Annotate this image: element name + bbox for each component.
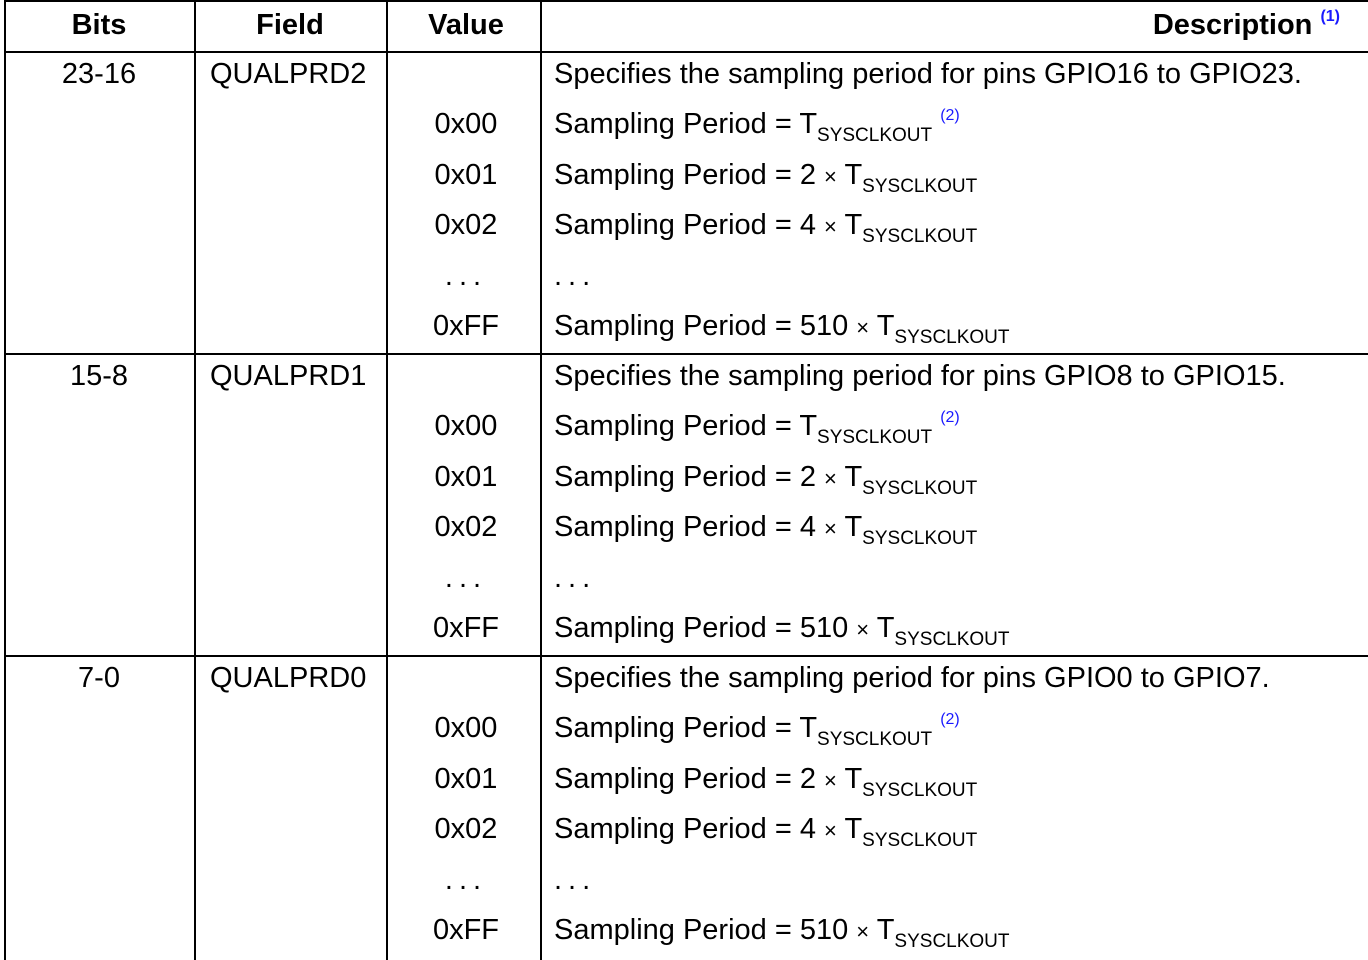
value-cell: ... (444, 863, 488, 896)
value-cell: 0xFF (432, 310, 500, 342)
header-field: Field (256, 9, 324, 41)
description-prefix: ... (554, 561, 597, 594)
multiplier: 510 (799, 914, 849, 946)
period-subscript: SYSCLKOUT (817, 729, 933, 751)
row-divider (4, 353, 1368, 355)
times-symbol: × (824, 465, 837, 491)
description-prefix: Sampling Period = (554, 108, 800, 141)
value-cell: 0x01 (434, 158, 498, 191)
register-field-table (4, 0, 1368, 960)
period-subscript: SYSCLKOUT (862, 830, 978, 852)
multiplier: 4 (799, 813, 816, 846)
period-symbol: T (799, 410, 818, 443)
multiplier: 2 (799, 158, 816, 191)
description-prefix: Sampling Period = (554, 914, 800, 946)
period-subscript: SYSCLKOUT (862, 528, 978, 550)
description-entry (554, 158, 977, 196)
description-prefix: Sampling Period = (554, 813, 800, 846)
description-entry (554, 762, 977, 800)
times-symbol: × (824, 163, 837, 189)
table-border-top (4, 0, 1368, 2)
period-subscript: SYSCLKOUT (817, 125, 933, 147)
description-entry (554, 460, 977, 498)
times-symbol: × (856, 617, 870, 642)
value-cell: 0x02 (434, 209, 498, 242)
description-entry (554, 913, 1010, 951)
period-subscript: SYSCLKOUT (862, 779, 978, 801)
value-cell: 0x02 (434, 511, 498, 544)
description-prefix: Sampling Period = (554, 612, 800, 644)
description-entry (554, 561, 596, 595)
period-subscript: SYSCLKOUT (862, 477, 978, 499)
multiplier: 4 (799, 209, 816, 242)
times-symbol: × (824, 818, 837, 844)
description-entry (554, 812, 977, 850)
description-entry (554, 309, 1010, 347)
period-subscript: SYSCLKOUT (894, 629, 1010, 650)
description-intro: Specifies the sampling period for pins GPIO0 to GPIO7. (554, 662, 1270, 694)
times-symbol: × (824, 516, 837, 542)
description-prefix: Sampling Period = (554, 310, 800, 342)
description-entry (554, 711, 960, 750)
bits-cell: 23-16 (61, 58, 137, 90)
header-divider (4, 51, 1368, 53)
times-symbol: × (824, 767, 837, 793)
period-symbol: T (799, 712, 818, 745)
value-cell: 0x00 (434, 410, 498, 443)
row-divider (4, 655, 1368, 657)
value-cell: 0x02 (434, 813, 498, 846)
multiplier: 2 (799, 460, 816, 493)
period-symbol: T (844, 762, 863, 795)
multiplier: 510 (799, 310, 849, 342)
description-entry (554, 409, 960, 448)
period-symbol: T (844, 460, 863, 493)
description-prefix: Sampling Period = (554, 410, 800, 443)
multiplier: 4 (799, 511, 816, 544)
value-cell: 0xFF (432, 914, 500, 946)
multiplier: 2 (799, 762, 816, 795)
description-prefix: Sampling Period = (554, 712, 800, 745)
period-symbol: T (876, 612, 895, 644)
period-subscript: SYSCLKOUT (894, 931, 1010, 952)
description-entry (554, 510, 977, 548)
bits-cell: 7-0 (78, 662, 120, 694)
description-entry (554, 259, 596, 293)
description-entry (554, 208, 977, 246)
field-cell: QUALPRD0 (210, 662, 367, 694)
multiplier: 510 (799, 612, 849, 644)
value-cell: 0x00 (434, 108, 498, 141)
value-cell: ... (444, 561, 488, 594)
footnote-ref: (2) (940, 711, 960, 729)
value-cell: 0x01 (434, 762, 498, 795)
header-description-label: Description (1152, 9, 1313, 41)
period-symbol: T (844, 813, 863, 846)
footnote-ref: (2) (940, 409, 960, 427)
value-cell: 0xFF (432, 612, 500, 644)
description-entry (554, 107, 960, 146)
description-entry (554, 863, 596, 897)
description-prefix: Sampling Period = (554, 460, 800, 493)
period-subscript: SYSCLKOUT (817, 427, 933, 449)
period-symbol: T (844, 511, 863, 544)
field-cell: QUALPRD2 (210, 58, 367, 90)
table-border-left (4, 0, 6, 960)
description-prefix: Sampling Period = (554, 158, 800, 191)
description-entry (554, 611, 1010, 649)
description-intro: Specifies the sampling period for pins GPIO8 to GPIO15. (554, 360, 1286, 392)
period-symbol: T (799, 108, 818, 141)
description-intro: Specifies the sampling period for pins GPIO16 to GPIO23. (554, 58, 1302, 90)
value-cell: ... (444, 259, 488, 292)
header-bits: Bits (71, 9, 127, 41)
times-symbol: × (856, 315, 870, 340)
times-symbol: × (824, 214, 837, 240)
period-subscript: SYSCLKOUT (862, 175, 978, 197)
description-prefix: Sampling Period = (554, 209, 800, 242)
period-symbol: T (876, 310, 895, 342)
header-description (1153, 8, 1340, 47)
period-subscript: SYSCLKOUT (894, 327, 1010, 348)
value-cell: 0x01 (434, 460, 498, 493)
field-cell: QUALPRD1 (210, 360, 367, 392)
period-subscript: SYSCLKOUT (862, 226, 978, 248)
footnote-ref: (2) (940, 107, 960, 125)
bits-cell: 15-8 (69, 360, 129, 392)
period-symbol: T (844, 209, 863, 242)
header-value: Value (428, 9, 504, 41)
footnote-ref: (1) (1320, 8, 1340, 25)
column-divider (194, 0, 196, 960)
description-prefix: ... (554, 863, 597, 896)
description-prefix: Sampling Period = (554, 762, 800, 795)
times-symbol: × (856, 919, 870, 944)
period-symbol: T (844, 158, 863, 191)
value-cell: 0x00 (434, 712, 498, 745)
description-prefix: ... (554, 259, 597, 292)
period-symbol: T (876, 914, 895, 946)
description-prefix: Sampling Period = (554, 511, 800, 544)
